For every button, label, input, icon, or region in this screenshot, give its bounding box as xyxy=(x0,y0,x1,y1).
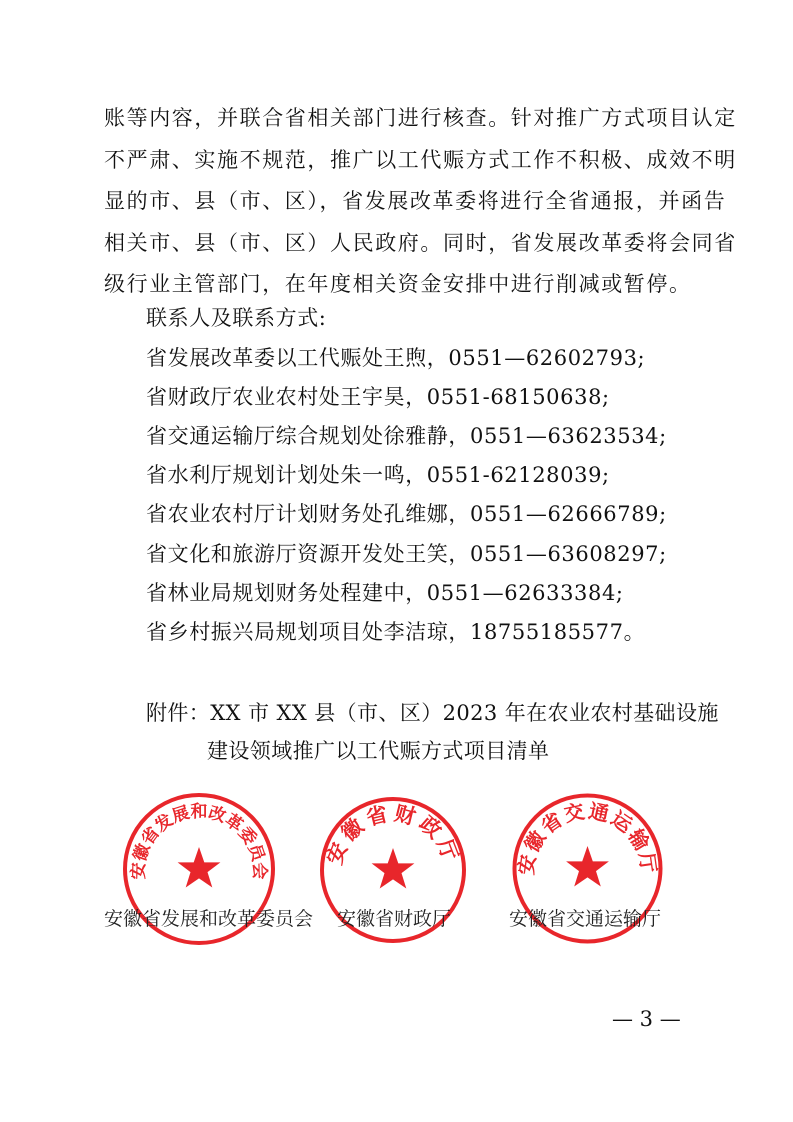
contacts-heading: 联系人及联系方式: xyxy=(146,306,327,330)
seal-star-icon xyxy=(178,847,221,888)
seal-star-icon xyxy=(566,846,609,887)
ndrc-seal-textpath: 安徽省发展和改革委员会 xyxy=(128,802,270,880)
signature-ndrc: 安徽省发展和改革委员会 xyxy=(104,908,314,930)
transport-seal-textpath: 安徽省交通运输厅 xyxy=(513,798,662,877)
paragraph-line: 账等内容，并联合省相关部门进行核查。针对推广方式项目认定 xyxy=(104,106,737,130)
contact-item: 省农业农村厅计划财务处孔维娜，0551—62666789; xyxy=(146,502,667,526)
attachment-line-1: 附件：XX 市 XX 县（市、区）2023 年在农业农村基础设施 xyxy=(146,701,719,725)
finance-seal-textpath: 安徽省财政厅 xyxy=(321,800,465,868)
attachment-line-2: 建设领域推广以工代赈方式项目清单 xyxy=(207,739,550,763)
paragraph-line: 级行业主管部门，在年度相关资金安排中进行削减或暂停。 xyxy=(104,272,692,296)
paragraph-line: 不严肃、实施不规范，推广以工代赈方式工作不积极、成效不明 xyxy=(104,148,737,172)
paragraph-line: 显的市、县（市、区），省发展改革委将进行全省通报，并函告 xyxy=(104,189,727,213)
contact-item: 省发展改革委以工代赈处王煦，0551—62602793; xyxy=(146,346,646,370)
contact-item: 省水利厅规划计划处朱一鸣，0551-62128039; xyxy=(146,463,610,487)
contact-item: 省交通运输厅综合规划处徐雅静，0551—63623534; xyxy=(146,424,667,448)
signature-finance: 安徽省财政厅 xyxy=(337,908,452,930)
contact-item: 省文化和旅游厅资源开发处王笑，0551—63608297; xyxy=(146,542,667,566)
contact-item: 省乡村振兴局规划项目处李洁琼，18755185577。 xyxy=(146,620,646,644)
signature-transport: 安徽省交通运输厅 xyxy=(509,908,662,930)
seal-star-icon xyxy=(372,848,415,889)
paragraph-line: 相关市、县（市、区）人民政府。同时，省发展改革委将会同省 xyxy=(104,231,737,255)
contact-item: 省林业局规划财务处程建中，0551—62633384; xyxy=(146,581,624,605)
contact-item: 省财政厅农业农村处王宇昊，0551-68150638; xyxy=(146,385,610,409)
page-number: — 3 — xyxy=(612,1007,681,1031)
